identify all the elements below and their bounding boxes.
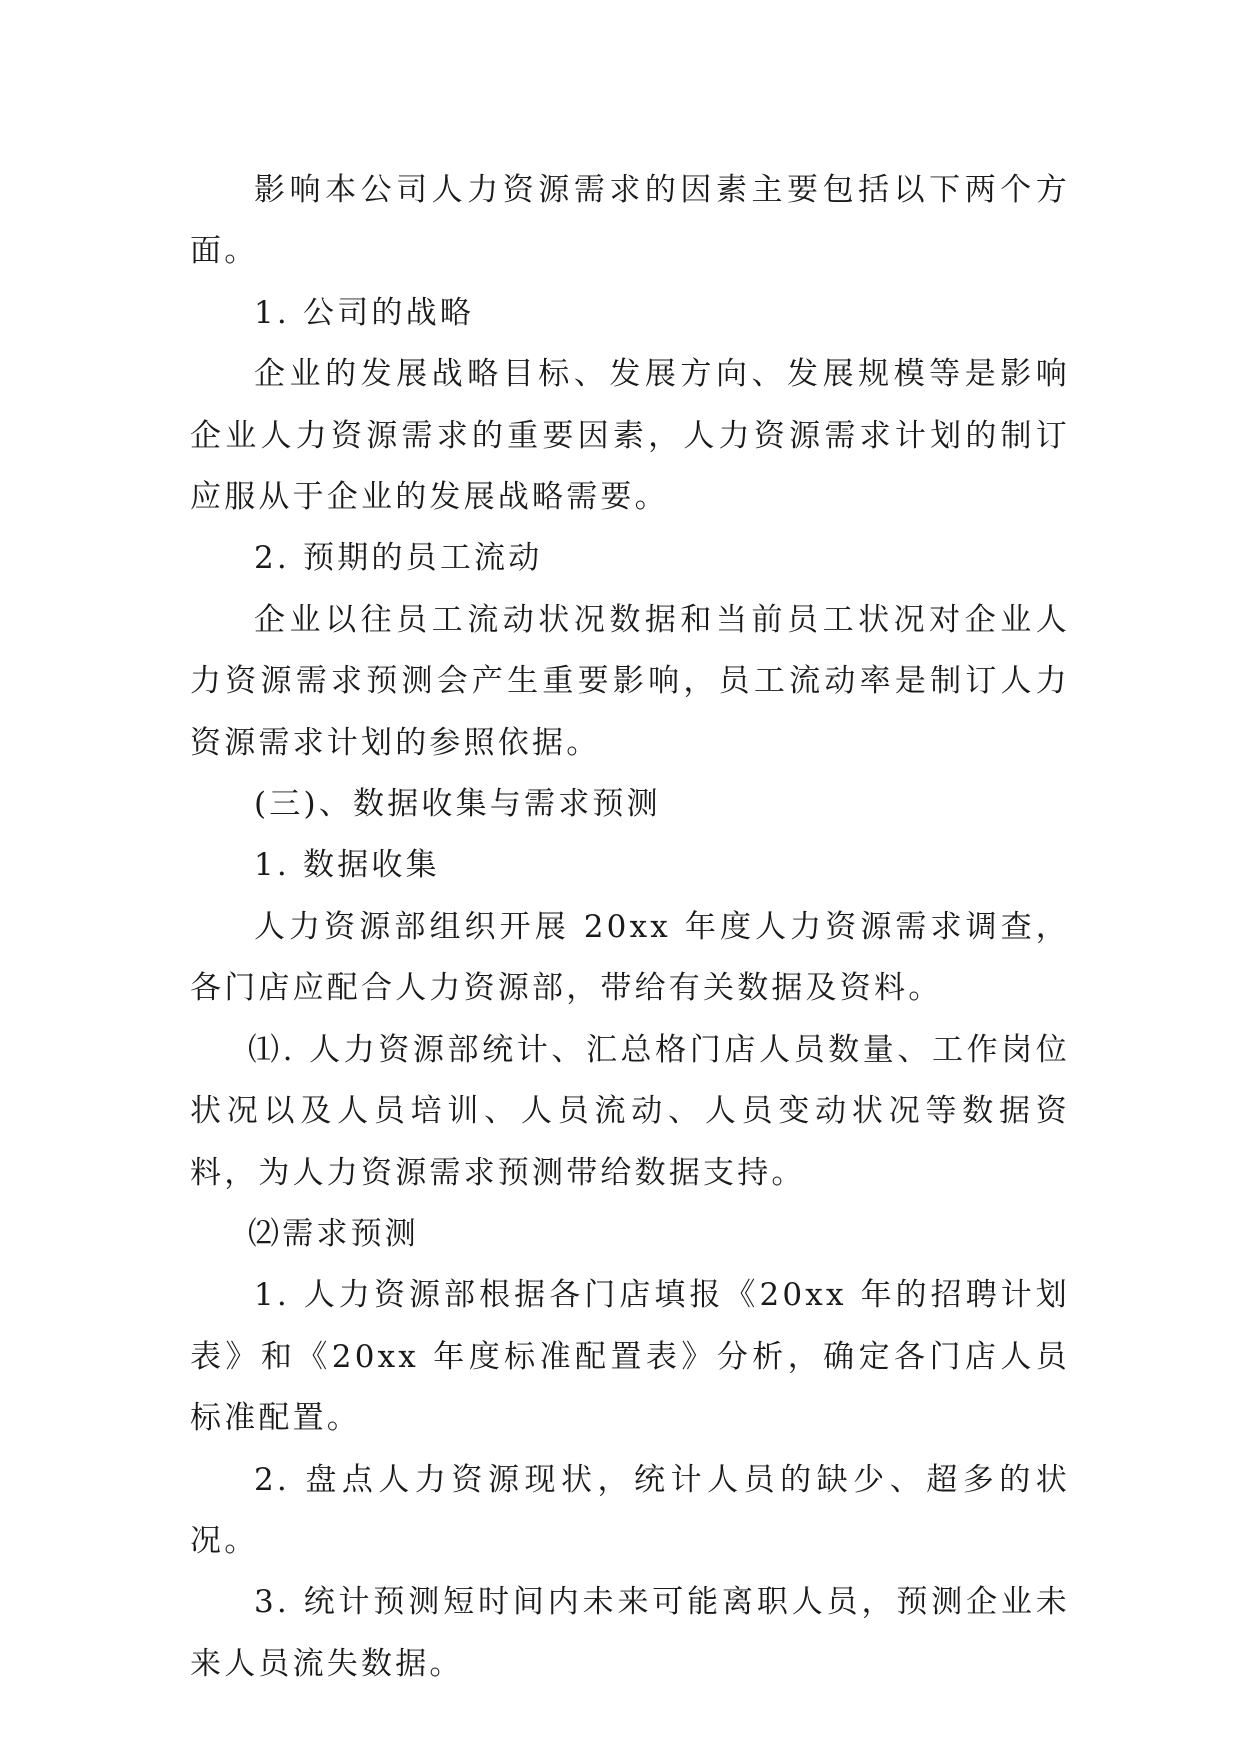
document-body	[190, 160, 1070, 1695]
heading-data-collection: 1. 数据收集	[254, 847, 440, 884]
paragraph-company-strategy: 企业的发展战略目标、发展方向、发展规模等是影响企业人力资源需求的重要因素，人力资源需求计划的制订应服从于企业的发展战略需要。	[190, 356, 1070, 516]
heading-data-collection-and-forecast: (三)、数据收集与需求预测	[254, 786, 661, 823]
heading-demand-forecast: ⑵需求预测	[248, 1215, 419, 1252]
paragraph-hr-statistics: ⑴. 人力资源部统计、汇总格门店人员数量、工作岗位状况以及人员培训、人员流动、人员变动状况等数据资料，为人力资源需求预测带给数据支持。	[190, 1031, 1070, 1191]
paragraph-factors-intro: 影响本公司人力资源需求的因素主要包括以下两个方面。	[190, 172, 1070, 270]
paragraph-forecast-step-3: 3. 统计预测短时间内未来可能离职人员，预测企业未来人员流失数据。	[190, 1584, 1070, 1682]
paragraph-expected-turnover: 企业以往员工流动状况数据和当前员工状况对企业人力资源需求预测会产生重要影响，员工流动率是制订人力资源需求计划的参照依据。	[190, 601, 1070, 761]
heading-company-strategy: 1. 公司的战略	[254, 294, 475, 331]
heading-expected-turnover: 2. 预期的员工流动	[254, 540, 543, 577]
paragraph-forecast-step-1: 1. 人力资源部根据各门店填报《20xx 年的招聘计划表》和《20xx 年度标准配置表》分析，确定各门店人员标准配置。	[190, 1277, 1070, 1437]
paragraph-forecast-step-2: 2. 盘点人力资源现状，统计人员的缺少、超多的状况。	[190, 1461, 1070, 1559]
paragraph-data-collection: 人力资源部组织开展 20xx 年度人力资源需求调查，各门店应配合人力资源部，带给有关数据及资料。	[190, 908, 1070, 1007]
